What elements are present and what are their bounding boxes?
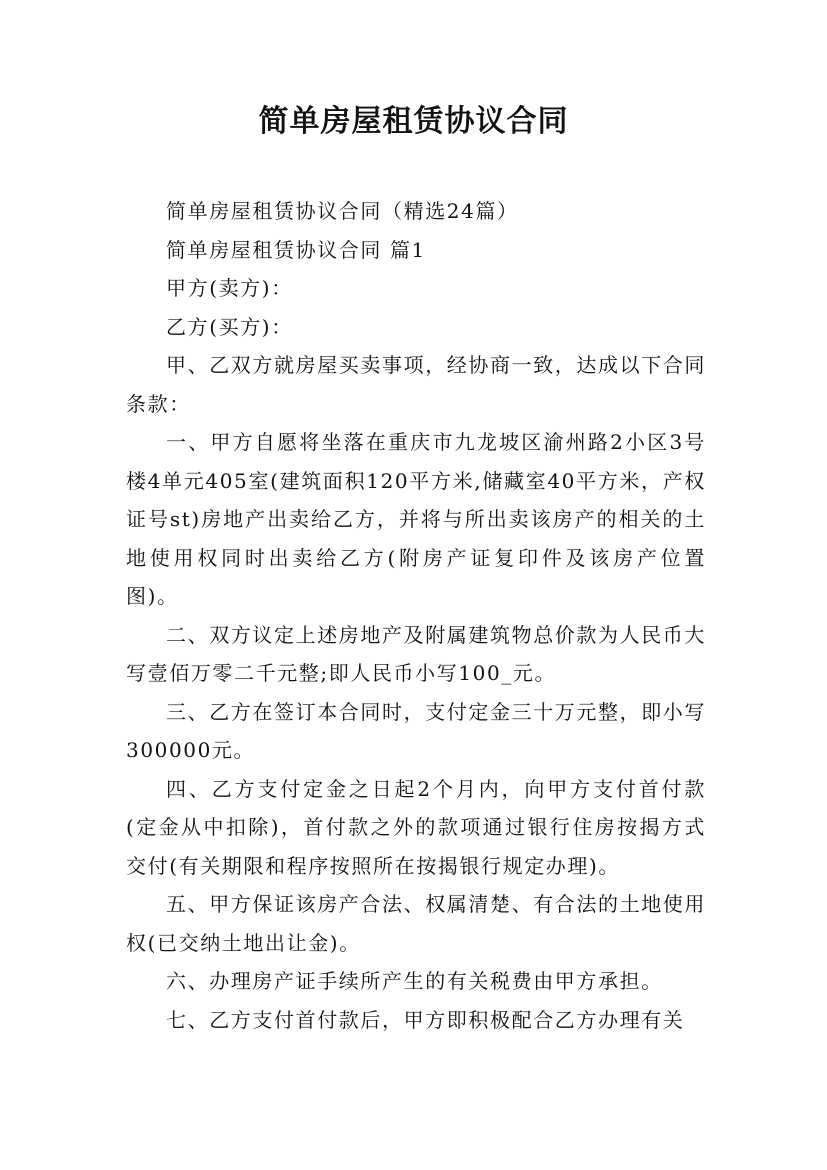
paragraph-clause-1: 一、甲方自愿将坐落在重庆市九龙坡区渝州路2小区3号楼4单元405室(建筑面积120平方米,储藏室40平方米，产权证号st)房地产出卖给乙方，并将与所出卖该房产的相关的土地使用权同时出卖给乙方(附房产证复印件及该房产位置图)。 <box>126 430 706 608</box>
paragraph-clause-4: 四、乙方支付定金之日起2个月内，向甲方支付首付款(定金从中扣除)，首付款之外的款项通过银行住房按揭方式交付(有关期限和程序按照所在按揭银行规定办理)。 <box>126 776 706 878</box>
document-title: 简单房屋租赁协议合同 <box>258 104 569 139</box>
paragraph-subtitle: 简单房屋租赁协议合同（精选24篇） <box>166 199 519 223</box>
paragraph-clause-5: 五、甲方保证该房产合法、权属清楚、有合法的土地使用权(已交纳土地出让金)。 <box>126 892 706 955</box>
paragraph-clause-7: 七、乙方支付首付款后，甲方即积极配合乙方办理有关 <box>166 1007 685 1032</box>
paragraph-party-a: 甲方(卖方)： <box>166 276 293 300</box>
paragraph-clause-2: 二、双方议定上述房地产及附属建筑物总价款为人民币大写壹佰万零二千元整;即人民币小写100_元。 <box>126 622 706 685</box>
paragraph-clause-3: 三、乙方在签订本合同时，支付定金三十万元整，即小写300000元。 <box>126 699 706 762</box>
paragraph-section-heading: 简单房屋租赁协议合同 篇1 <box>166 237 426 262</box>
document-body <box>126 192 706 1039</box>
paragraph-party-b: 乙方(买方)： <box>166 314 293 339</box>
paragraph-clause-6: 六、办理房产证手续所产生的有关税费由甲方承担。 <box>166 969 663 993</box>
paragraph-preamble: 甲、乙双方就房屋买卖事项，经协商一致，达成以下合同条款： <box>126 353 706 416</box>
